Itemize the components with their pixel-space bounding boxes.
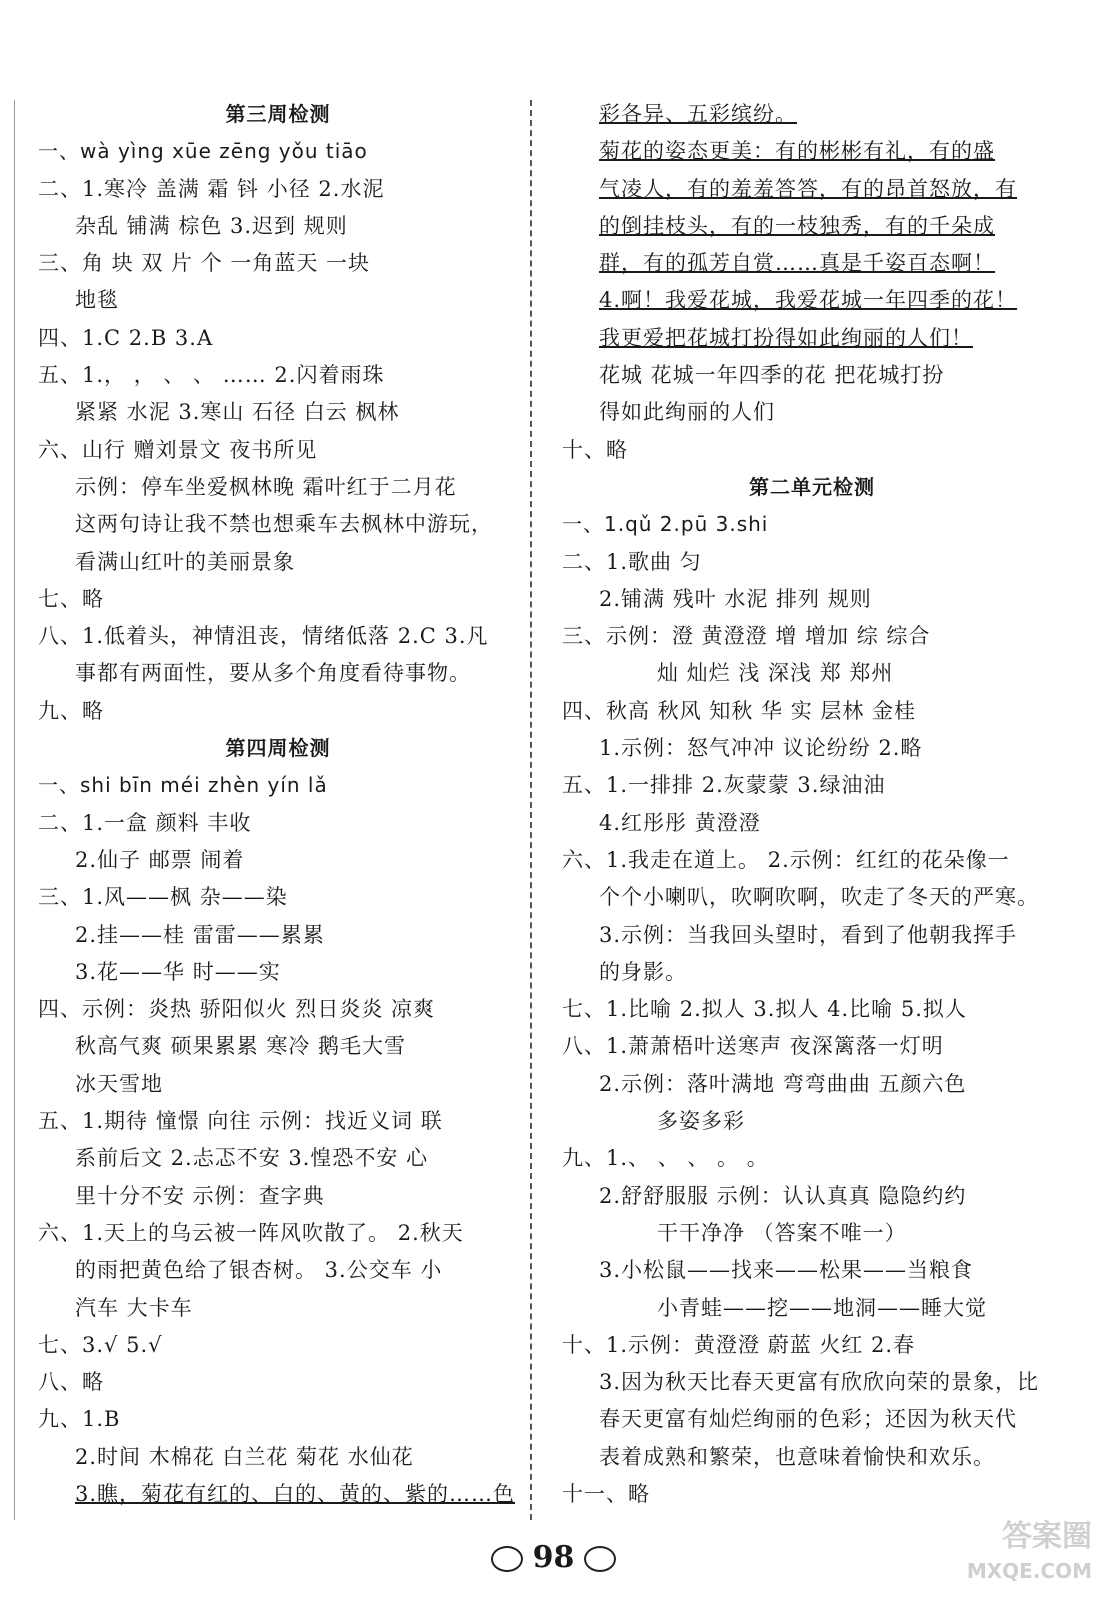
answer-line: 四、1.C 2.B 3.A bbox=[38, 325, 214, 350]
answer-line: 冰天雪地 bbox=[75, 1071, 163, 1096]
answer-line: 九、1.、 、 、 。 。 bbox=[562, 1146, 769, 1171]
answer-line: 3.小松鼠——找来——松果——当粮食 bbox=[599, 1258, 974, 1283]
left-margin-rule bbox=[14, 100, 15, 1520]
answer-line: 2.挂——桂 雷雷——累累 bbox=[75, 922, 325, 947]
answer-line: 3.示例：当我回头望时，看到了他朝我挥手 bbox=[599, 922, 1018, 947]
answer-line: 表着成熟和繁荣，也意味着愉快和欢乐。 bbox=[599, 1444, 995, 1469]
answer-line: 八、略 bbox=[38, 1370, 104, 1395]
answer-line: 小青蛙——挖——地洞——睡大觉 bbox=[657, 1295, 987, 1320]
answer-line: 杂乱 铺满 棕色 3.迟到 规则 bbox=[75, 213, 348, 238]
watermark-text: 答案圈 bbox=[1002, 1519, 1092, 1554]
answer-line: 3.瞧，菊花有红的、白的、黄的、紫的……色 bbox=[75, 1481, 516, 1506]
answer-line: 一、wà yìng xūe zēng yǒu tiāo bbox=[38, 139, 368, 164]
section-title: 第二单元检测 bbox=[749, 474, 875, 499]
answer-line: 2.舒舒服服 示例：认认真真 隐隐约约 bbox=[599, 1183, 967, 1208]
left-column bbox=[38, 96, 518, 1513]
answer-line: 3.花——华 时——实 bbox=[75, 959, 281, 984]
answer-line: 九、1.B bbox=[38, 1407, 121, 1432]
answer-line: 紧紧 水泥 3.寒山 石径 白云 枫林 bbox=[75, 400, 400, 425]
ornament-icon bbox=[491, 1546, 523, 1572]
answer-line: 五、1.期待 憧憬 向往 示例：找近义词 联 bbox=[38, 1109, 443, 1134]
answer-line: 里十分不安 示例：查字典 bbox=[75, 1183, 325, 1208]
answer-line: 个个小喇叭，吹啊吹啊，吹走了冬天的严寒。 bbox=[599, 885, 1039, 910]
answer-line: 二、1.一盒 颜料 丰收 bbox=[38, 810, 252, 835]
answer-line: 三、示例：澄 黄澄澄 增 增加 综 综合 bbox=[562, 624, 931, 649]
answer-line: 六、1.天上的乌云被一阵风吹散了。 2.秋天 bbox=[38, 1220, 464, 1245]
answer-line: 三、1.风——枫 杂——染 bbox=[38, 885, 288, 910]
answer-line: 彩各异、五彩缤纷。 bbox=[599, 102, 797, 126]
answer-line: 五、1.一排排 2.灰蒙蒙 3.绿油油 bbox=[562, 773, 886, 798]
answer-line: 多姿多彩 bbox=[657, 1109, 745, 1134]
section-title: 第四周检测 bbox=[225, 736, 331, 761]
answer-line: 2.铺满 残叶 水泥 排列 规则 bbox=[599, 586, 872, 611]
answer-line: 2.时间 木棉花 白兰花 菊花 水仙花 bbox=[75, 1444, 414, 1469]
answer-line: 2.仙子 邮票 闹着 bbox=[75, 847, 245, 872]
answer-line: 十、1.示例：黄澄澄 蔚蓝 火红 2.春 bbox=[562, 1332, 916, 1357]
answer-line: 七、略 bbox=[38, 586, 104, 611]
answer-line: 得如此绚丽的人们 bbox=[599, 400, 775, 425]
answer-line: 八、1.萧萧梧叶送寒声 夜深篱落一灯明 bbox=[562, 1034, 944, 1059]
right-column bbox=[562, 96, 1062, 1513]
answer-line: 七、1.比喻 2.拟人 3.拟人 4.比喻 5.拟人 bbox=[562, 997, 967, 1022]
answer-line: 二、1.寒冷 盖满 霜 钭 小径 2.水泥 bbox=[38, 176, 385, 201]
answer-line: 的雨把黄色给了银杏树。 3.公交车 小 bbox=[75, 1258, 443, 1283]
answer-line: 春天更富有灿烂绚丽的色彩；还因为秋天代 bbox=[599, 1407, 1017, 1432]
answer-line: 示例：停车坐爱枫林晚 霜叶红于二月花 bbox=[75, 474, 457, 499]
answer-line: 十、略 bbox=[562, 437, 628, 462]
answer-line: 1.示例：怒气冲冲 议论纷纷 2.略 bbox=[599, 736, 923, 761]
ornament-icon bbox=[584, 1546, 616, 1572]
watermark-logo bbox=[967, 1520, 1092, 1588]
answer-line: 花城 花城一年四季的花 把花城打扮 bbox=[599, 363, 945, 388]
answer-line: 三、角 块 双 片 个 一角蓝天 一块 bbox=[38, 251, 371, 276]
answer-line: 干干净净 （答案不唯一） bbox=[657, 1220, 907, 1245]
answer-line: 秋高气爽 硕果累累 寒冷 鹅毛大雪 bbox=[75, 1034, 407, 1059]
answer-line: 九、略 bbox=[38, 698, 104, 723]
answer-line: 这两句诗让我不禁也想乘车去枫林中游玩， bbox=[75, 512, 493, 537]
section-title: 第三周检测 bbox=[225, 102, 331, 126]
answer-line: 2.示例：落叶满地 弯弯曲曲 五颜六色 bbox=[599, 1071, 967, 1096]
answer-line: 气凌人，有的羞羞答答，有的昂首怒放，有 bbox=[599, 176, 1017, 201]
answer-line: 五、1.， ， 、 、 …… 2.闪着雨珠 bbox=[38, 363, 385, 388]
answer-line: 群，有的孤芳自赏……真是千姿百态啊！ bbox=[599, 251, 995, 276]
answer-line: 十一、略 bbox=[562, 1481, 650, 1506]
answer-line: 看满山红叶的美丽景象 bbox=[75, 549, 295, 574]
answer-line: 事都有两面性，要从多个角度看待事物。 bbox=[75, 661, 471, 686]
answer-line: 一、shi bīn méi zhèn yín lǎ bbox=[38, 773, 328, 798]
answer-line: 3.因为秋天比春天更富有欣欣向荣的景象，比 bbox=[599, 1370, 1040, 1395]
answer-line: 汽车 大卡车 bbox=[75, 1295, 193, 1320]
answer-line: 4.红彤彤 黄澄澄 bbox=[599, 810, 761, 835]
answer-line: 四、秋高 秋风 知秋 华 实 层林 金桂 bbox=[562, 698, 917, 723]
answer-line: 地毯 bbox=[75, 288, 119, 313]
answer-line: 4.啊！我爱花城，我爱花城一年四季的花！ bbox=[599, 288, 1018, 313]
watermark-url: MXQE.COM bbox=[966, 1559, 1092, 1583]
page-footer bbox=[0, 1540, 1107, 1575]
answer-line: 二、1.歌曲 匀 bbox=[562, 549, 702, 574]
page-number: 98 bbox=[532, 1540, 575, 1575]
answer-line: 系前后文 2.忐忑不安 3.惶恐不安 心 bbox=[75, 1146, 429, 1171]
answer-line: 菊花的姿态更美：有的彬彬有礼，有的盛 bbox=[599, 139, 995, 164]
answer-line: 七、3.√ 5.√ bbox=[38, 1332, 163, 1357]
answer-line: 八、1.低着头，神情沮丧，情绪低落 2.C 3.凡 bbox=[38, 624, 489, 649]
answer-line: 的倒挂枝头，有的一枝独秀，有的千朵成 bbox=[599, 213, 995, 238]
answer-line: 四、示例：炎热 骄阳似火 烈日炎炎 凉爽 bbox=[38, 997, 436, 1022]
answer-line: 六、山行 赠刘景文 夜书所见 bbox=[38, 437, 318, 462]
answer-line: 我更爱把花城打扮得如此绚丽的人们！ bbox=[599, 325, 973, 350]
answer-line: 灿 灿烂 浅 深浅 郑 郑州 bbox=[657, 661, 894, 686]
answer-line: 六、1.我走在道上。 2.示例：红红的花朵像一 bbox=[562, 847, 1010, 872]
column-divider bbox=[530, 100, 532, 1520]
answer-line: 的身影。 bbox=[599, 959, 687, 984]
answer-line: 一、1.qǔ 2.pū 3.shi bbox=[562, 512, 769, 537]
